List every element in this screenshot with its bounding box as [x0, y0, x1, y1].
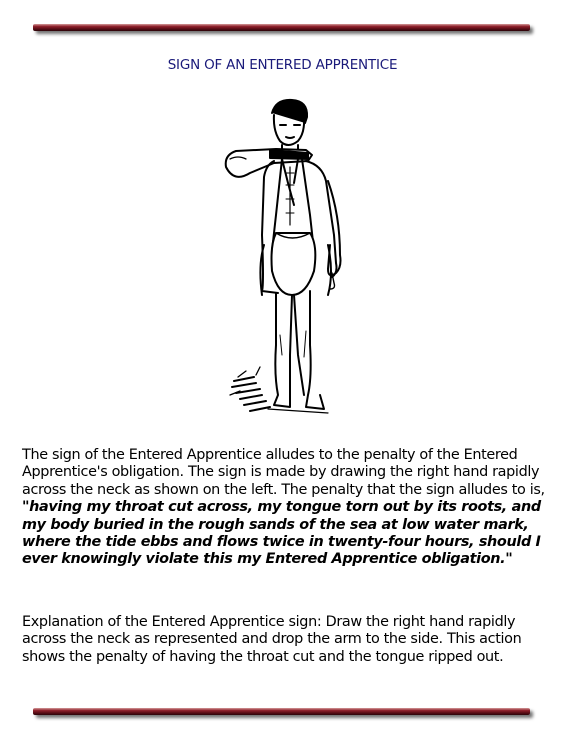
bottom-divider-bar — [33, 708, 530, 715]
obligation-penalty-quote: "having my throat cut across, my tongue torn out by its roots, and my body buried in the rough sands of the sea at low water mark, where the tide ebbs and flows twice in twenty-four hours, should I ever knowingly violate this my Entered Apprentice obligation." — [22, 499, 541, 568]
page-title: SIGN OF AN ENTERED APPRENTICE — [167, 57, 398, 73]
entered-apprentice-sign-illustration — [210, 95, 360, 425]
top-divider-bar — [33, 24, 530, 31]
sign-explanation-paragraph: Explanation of the Entered Apprentice sign: Draw the right hand rapidly across the neck as represented and drop the arm to the side. This action shows the penalty of having the throat cut and the tongue ripped out. — [22, 614, 522, 665]
sign-description-paragraph — [22, 447, 552, 569]
sign-description-text: The sign of the Entered Apprentice alludes to the penalty of the Entered Apprentice's obligation. The sign is made by drawing the right hand rapidly across the neck as shown on the left. The penalty that the sign alludes to is, — [22, 447, 545, 498]
